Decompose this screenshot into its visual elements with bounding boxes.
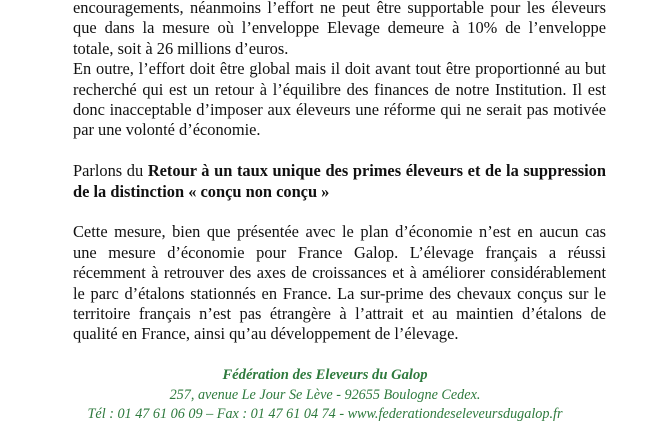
footer-contact: Tél : 01 47 61 06 09 – Fax : 01 47 61 04 74 - www.federationdeseleveursdugalop.fr: [87, 406, 563, 422]
text-line: En outre, l’effort doit être global mais il doit avant tout être proportionné au but: [73, 59, 606, 79]
footer-organization: Fédération des Eleveurs du Galop: [222, 367, 428, 383]
heading-bold-text: Retour à un taux unique des primes éleveurs et de la suppression: [147, 161, 606, 181]
text-line: territoire français n’est pas étrangère à l’attrait et au maintien d’étalons de: [73, 304, 606, 324]
heading-bold-text: de la distinction « conçu non conçu »: [73, 181, 330, 201]
text-line: Cette mesure, bien que présentée avec le plan d’économie n’est en aucun cas: [73, 222, 606, 242]
paragraph-measure: [73, 222, 606, 344]
heading-prefix: Parlons du: [73, 161, 148, 181]
text-line: une mesure d’économie pour France Galop. L’élevage français a réussi: [73, 242, 606, 262]
paragraph-budget: [73, 0, 606, 59]
text-line: récemment à retrouver des axes de croissances et à améliorer considérablement: [73, 263, 606, 283]
paragraph-spacer: [73, 202, 606, 222]
text-line: qualité en France, ainsi qu’au développement de l’élevage.: [73, 324, 459, 344]
text-line: que dans la mesure où l’enveloppe Elevage demeure à 10% de l’enveloppe: [73, 18, 606, 38]
letterhead-footer: [0, 366, 650, 425]
text-line: le parc d’étalons stationnés en France. La sur-prime des chevaux conçus sur le: [73, 283, 606, 303]
text-line: recherché qui est un retour à l’équilibre des finances de notre Institution. Il est: [73, 79, 606, 99]
text-line: donc inacceptable d’imposer aux éleveurs une réforme qui ne serait pas motivée: [73, 100, 606, 120]
paragraph-spacer: [73, 141, 606, 161]
text-line: encouragements, néanmoins l’effort ne peut être supportable pour les éleveurs: [73, 0, 606, 17]
footer-address: 257, avenue Le Jour Se Lève - 92655 Boulogne Cedex.: [169, 386, 481, 403]
text-line: [73, 161, 606, 181]
text-line: par une volonté d’économie.: [73, 120, 261, 140]
document-body: [73, 0, 606, 345]
paragraph-section-heading: [73, 161, 606, 202]
paragraph-effort: [73, 59, 606, 141]
text-line: totale, soit à 26 millions d’euros.: [73, 38, 289, 58]
